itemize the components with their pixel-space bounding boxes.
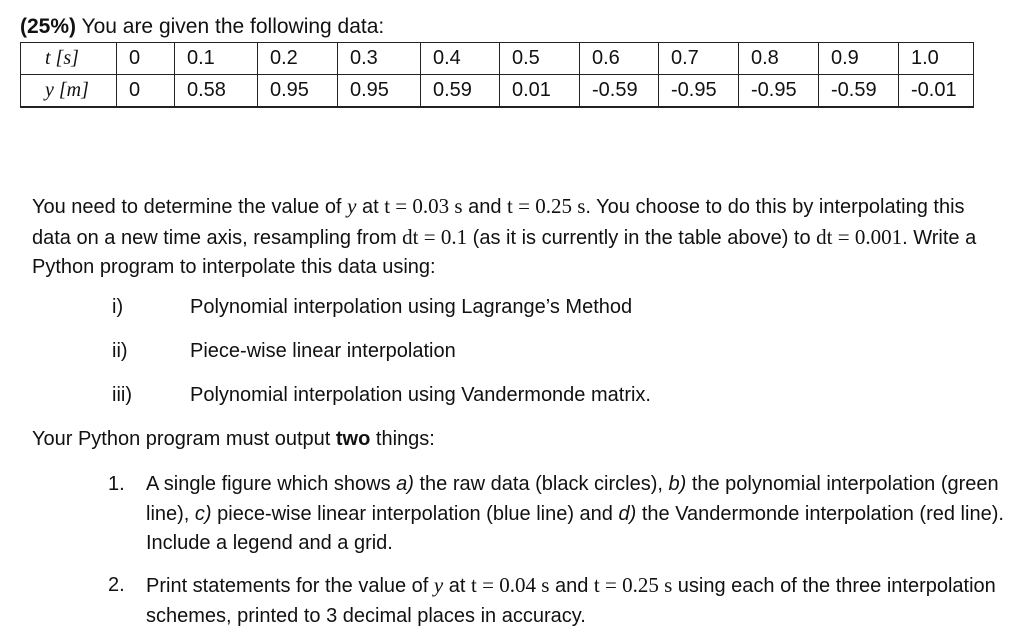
- output-requirement: [32, 426, 435, 452]
- question-weight: (25%): [20, 15, 77, 38]
- text-run: things:: [370, 428, 435, 450]
- output-item: [108, 470, 1013, 559]
- table-cell: -0.01: [899, 75, 974, 108]
- question-header: [20, 14, 384, 40]
- table-cell: -0.59: [580, 75, 659, 108]
- table-cell: 0.2: [258, 43, 338, 75]
- table-cell: -0.95: [739, 75, 819, 108]
- output-item: [108, 571, 1013, 631]
- math-expression: dt = 0.001: [816, 224, 903, 249]
- table-cell: 0.8: [739, 43, 819, 75]
- text-run: Your Python program must output: [32, 428, 336, 450]
- position-header-cell: y [m]: [21, 75, 117, 108]
- table-cell: 0.95: [338, 75, 421, 108]
- output-number: 1.: [108, 473, 125, 495]
- method-number: ii): [112, 340, 128, 362]
- table-cell: 0.95: [258, 75, 338, 108]
- table-cell: 0.58: [175, 75, 258, 108]
- table-cell: 0.1: [175, 43, 258, 75]
- time-header-cell: t [s]: [21, 43, 117, 75]
- text-run: You need to determine the value of: [32, 196, 348, 218]
- table-cell: 0: [117, 43, 175, 75]
- method-number: iii): [112, 384, 132, 406]
- output-text: A single figure which shows a) the raw data (black circles), b) the polynomial interpolation (green line), c) piece-wise linear interpolation (blue line) and d) the Vandermonde interpolation (red line). Include a legend and a grid.: [146, 473, 1004, 554]
- table-cell: 0.01: [500, 75, 580, 108]
- output-number: 2.: [108, 574, 125, 596]
- table-cell: 0.7: [659, 43, 739, 75]
- math-expression: dt = 0.1: [402, 224, 468, 249]
- table-cell: 1.0: [899, 43, 974, 75]
- table-row-position: [21, 75, 974, 108]
- table-row-time: [21, 43, 974, 75]
- math-expression: t = 0.25 s: [507, 194, 586, 218]
- data-table: [20, 42, 974, 108]
- method-label: Piece-wise linear interpolation: [190, 340, 456, 362]
- text-run: . Write a Python program to interpolate this data using:: [32, 226, 977, 278]
- text-run: . You choose to do this by interpolating this data on a new time axis, resampling from: [32, 196, 965, 249]
- method-number: i): [112, 296, 124, 318]
- math-variable: y: [347, 194, 357, 218]
- table-cell: -0.59: [819, 75, 899, 108]
- table-cell: 0: [117, 75, 175, 108]
- question-intro: You are given the following data:: [76, 15, 385, 38]
- table-cell: 0.4: [421, 43, 500, 75]
- problem-statement: [32, 192, 982, 283]
- output-text: Print statements for the value of y at t = 0.04 s and t = 0.25 s using each of the three interpolation schemes, printed to 3 decimal places in accuracy.: [146, 573, 996, 627]
- emphasis: two: [335, 428, 371, 450]
- text-run: (as it is currently in the table above) to: [467, 226, 817, 249]
- method-label: Polynomial interpolation using Vandermonde matrix.: [190, 384, 651, 406]
- table-cell: -0.95: [659, 75, 739, 108]
- math-expression: t = 0.03 s: [384, 194, 463, 218]
- table-cell: 0.59: [421, 75, 500, 108]
- table-cell: 0.5: [500, 43, 580, 75]
- text-run: and: [462, 196, 508, 218]
- table-cell: 0.3: [338, 43, 421, 75]
- text-run: at: [356, 196, 385, 218]
- table-cell: 0.9: [819, 43, 899, 75]
- table-cell: 0.6: [580, 43, 659, 75]
- method-label: Polynomial interpolation using Lagrange’s Method: [190, 296, 633, 318]
